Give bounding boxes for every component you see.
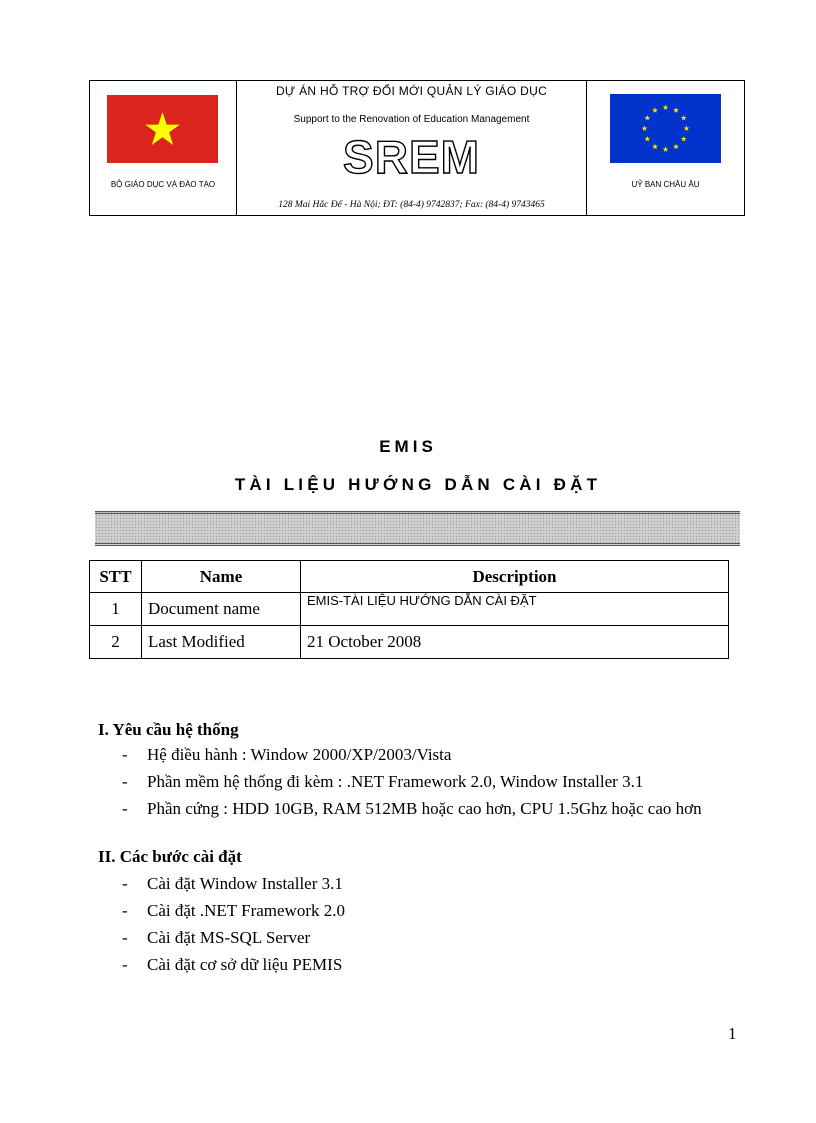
list-item-text: Cài đặt MS-SQL Server	[147, 928, 311, 947]
row-description: 21 October 2008	[301, 626, 729, 659]
list-item-text: Cài đặt Window Installer 3.1	[147, 874, 343, 893]
list-item	[120, 798, 740, 820]
list-item	[120, 954, 740, 976]
bullet-marker: -	[122, 874, 128, 893]
row-stt: 1	[90, 593, 142, 626]
requirements-list	[120, 744, 740, 825]
table-row	[90, 626, 729, 659]
srem-logo: SREM	[343, 131, 480, 183]
list-item-text: Hệ điều hành : Window 2000/XP/2003/Vista	[147, 745, 452, 764]
list-item	[120, 771, 740, 793]
bullet-marker: -	[122, 928, 128, 947]
table-header-row	[90, 561, 729, 593]
list-item	[120, 873, 740, 895]
bullet-marker: -	[122, 955, 128, 974]
row-name: Document name	[142, 593, 301, 626]
row-stt: 2	[90, 626, 142, 659]
eu-label: UỶ BAN CHÂU ÂU	[631, 180, 700, 189]
ministry-cell	[90, 81, 237, 215]
row-name: Last Modified	[142, 626, 301, 659]
document-header	[89, 80, 745, 216]
header-description: Description	[301, 561, 729, 593]
project-address: 128 Mai Hắc Đế - Hà Nội; ĐT: (84-4) 9742837; Fax: (84-4) 9743465	[278, 200, 545, 210]
document-info-table	[89, 560, 729, 659]
project-name-en: Support to the Renovation of Education Management	[293, 114, 530, 125]
list-item-text: Cài đặt cơ sở dữ liệu PEMIS	[147, 955, 343, 974]
list-item-text: Phần mềm hệ thống đi kèm : .NET Framework 2.0, Window Installer 3.1	[147, 772, 644, 791]
ministry-label: BỘ GIÁO DỤC VÀ ĐÀO TẠO	[110, 180, 216, 189]
document-subtitle: TÀI LIỆU HƯỚNG DẪN CÀI ĐẶT	[234, 475, 602, 494]
bullet-marker: -	[122, 799, 128, 818]
header-stt: STT	[90, 561, 142, 593]
document-title: EMIS	[379, 437, 437, 456]
section-heading-install-steps: II. Các bước cài đặt	[98, 847, 242, 866]
install-steps-list	[120, 873, 740, 981]
section-heading-requirements: I. Yêu cầu hệ thống	[98, 720, 239, 739]
grey-banner	[95, 511, 740, 546]
page-number: 1	[728, 1024, 737, 1043]
vietnam-flag-icon	[107, 95, 218, 163]
project-name-vn: DỰ ÁN HỖ TRỢ ĐỔI MỚI QUẢN LÝ GIÁO DỤC	[275, 84, 548, 98]
list-item	[120, 927, 740, 949]
header-name: Name	[142, 561, 301, 593]
bullet-marker: -	[122, 901, 128, 920]
list-item	[120, 900, 740, 922]
project-cell	[237, 81, 587, 215]
bullet-marker: -	[122, 772, 128, 791]
list-item	[120, 744, 740, 766]
bullet-marker: -	[122, 745, 128, 764]
row-description: EMIS-TÀI LIỆU HƯỚNG DẪN CÀI ĐẶT	[301, 593, 729, 626]
list-item-text: Cài đặt .NET Framework 2.0	[147, 901, 345, 920]
table-row	[90, 593, 729, 626]
list-item-text: Phần cứng : HDD 10GB, RAM 512MB hoặc cao hơn, CPU 1.5Ghz hoặc cao hơn	[147, 799, 702, 818]
eu-cell	[587, 81, 744, 215]
eu-flag-icon	[610, 94, 721, 163]
